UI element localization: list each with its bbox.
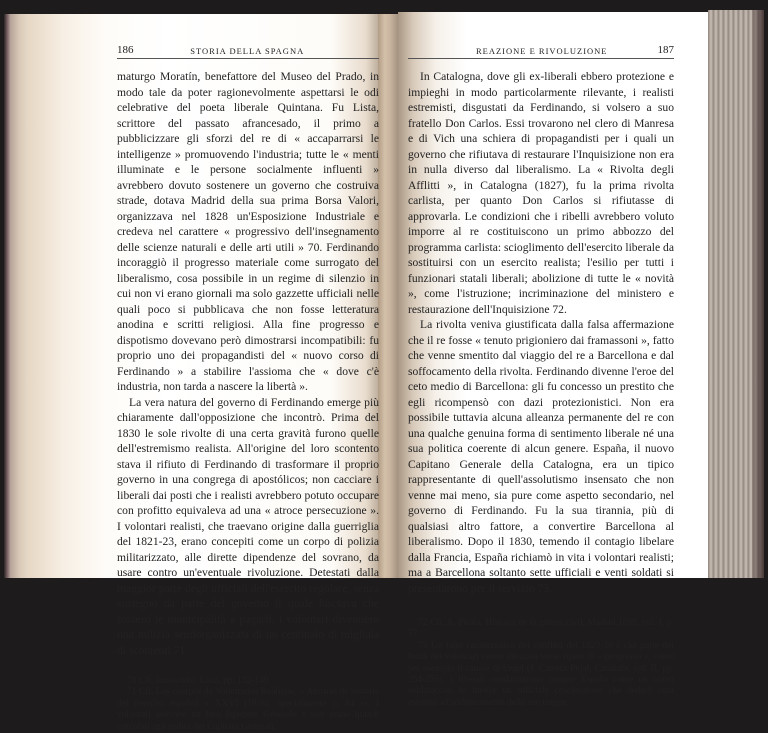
footnote-70: 70 Cfr. Juretschke, Lista, pp. 132-149. xyxy=(127,676,271,686)
book-gutter xyxy=(378,14,400,580)
left-page-content xyxy=(117,44,379,733)
paragraph: maturgo Moratín, benefattore del Museo del Prado, in modo tale da poter ragionevolmente aspettarsi le odi celebrative del poeta liberale Quintana. Fu Lista, scrittore del passato afrancesado, il primo a pubblicizzare gli sforzi del re di « accaparrarsi le intelligenze » promuovendo l'industria; tutte le « menti illuminate e le persone socialmente influenti » avrebbero dovuto sostenere un governo che costruiva strade, dotava Madrid della sua prima Borsa Valori, organizzava nel 1828 un'Esposizione Industriale e credeva nel carattere « progressivo dell'insegnamento delle scienze naturali e delle arti utili » 70. Ferdinando incoraggiò il progresso materiale come surrogato del liberalismo, cosa possibile in un regime di silenzio in cui non vi erano giornali ma solo gazzette ufficiali nelle quali poco si pubblicava che non fosse letteratura anodina e scritti religiosi. Alla fine progresso e dispotismo dovevano però dimostrarsi incompatibili: fu proprio uno dei propagandisti del « nuovo corso di Ferdinando » a stabilire l'assioma che « dove c'è industria, non tarda a nascere la libertà ». xyxy=(117,70,379,393)
left-body-text xyxy=(117,69,379,658)
left-footnotes xyxy=(117,676,379,733)
paragraph: In Catalogna, dove gli ex-liberali ebbero protezione e impieghi in modo particolarmente rilevante, i realisti estremisti, disgustati da Ferdinando, si volsero a suo fratello Don Carlos. Essi trovarono nel clero di Manresa e di Vich una schiera di propagandisti per i quali un governo che rifiutava di restaurare l'Inquisizione non era in nulla diverso dal liberalismo. La « Rivolta degli Afflitti », in Catalogna (1827), fu la prima rivolta carlista, per quanto Don Carlos si rifiutasse di approvarla. Le condizioni che i ribelli avrebbero voluto imporre al re costituiscono un primo abbozzo del programma carlista: scioglimento dell'esercito liberale da sostituirsi con un esercito realista; l'esilio per tutti i funzionari statali liberali; abolizione di tutte le « novità », come l'istruzione; incriminazione del ministero e restaurazione dell'Inquisizione 72. xyxy=(408,70,674,316)
running-head: STORIA DELLA SPAGNA xyxy=(190,46,305,56)
right-footnotes xyxy=(408,618,674,709)
left-page-header xyxy=(117,44,379,59)
footnote-73: 73 Un fatto caratteristico dei conflitti del 1823-30 è che parte dei fondi dei volontari venne dirottata verso opere di « progresso », come per esempio il canale di Urgel (J. Carrera Pujal, Cataluña, vol. II, pp. 254-255). I liberali condannarono sempre España come un rozzo soldataccio; fu invece un ufficiale coscienzioso che dedicò cura estrema all'addestramente delle sue truppe. xyxy=(408,640,674,708)
paragraph: La vera natura del governo di Ferdinando emerge più chiaramente dall'opposizione che incontrò. Prima del 1830 le sole rivolte di una certa gravità furono quelle dell'estremismo realista. All'origine del loro scontento stava il rifiuto di Ferdinando di trasformare il proprio governo in una congrega di apostólicos; non cacciare i liberali dai posti che i realisti avrebbero potuto occupare con profitto equivaleva ad una « atroce persecuzione ». I volontari realisti, che traevano origine dalla guerriglia del 1821-23, erano concepiti come un corpo di polizia militarizzato, alle dirette dipendenze del sovrano, da usare contro un'eventuale rivoluzione. Detestati dalla maggior parte degli ufficiali dell'esercito regolare, senza sostegno da parte del governo il quale lasciava che fossero le municipalità a pagarli, i volontari divennero una milizia semiorganizzata di un centinaio di migliaia di scontenti 71. xyxy=(117,395,379,657)
footnote-72: 72 Cfr. A. Pirala, Historia de la guerra civil, Madrid 1889, vol. I, p. 57. xyxy=(408,618,674,640)
right-page-content xyxy=(408,44,674,709)
running-head: REAZIONE E RIVOLUZIONE xyxy=(475,46,608,56)
page-number: 186 xyxy=(117,44,134,56)
right-page-edges xyxy=(708,10,764,580)
footnote-71: 71 Cfr. Los cuerpos de Voluntarios Realistas, « Anuario de historia del derecho español » XXVI (1936), specialmente p. 84 ss. I volontari avevano un loro Ispettore Generale e non erano quindi vincolati agli ordini dei Capitani Generali. xyxy=(117,687,379,732)
paragraph: La rivolta veniva giustificata dalla falsa affermazione che il re fosse « tenuto prigioniero dai framassoni », fatto che venne smentito dal viaggio del re a Barcellona e dal soffocamento della rivolta. Ferdinando divenne l'eroe del ceto medio di Barcellona: gli fu concesso un prestito che egli ricompensò con dazi protezionistici. Non era possibile tuttavia alcuna alleanza permanente del re con una qualche genuina forma di sentimento liberale né una sua politica coerente di alcun genere. España, il nuovo Capitano Generale della Catalogna, era un tipico rappresentante di quell'assolutismo insensato che non venne mai meno, sia pure come aspetto secondario, nel governo di Ferdinando. Fu la sua tirannia, più di qualsiasi altro fattore, a convertire Barcellona al liberalismo. Dopo il 1830, temendo il contagio libelare dalla Francia, España richiamò in vita i volontari realisti; ma a Barcellona soltanto sette ufficiali e venti soldati si presentarono per il servizio 73. xyxy=(408,318,674,595)
left-page-edges xyxy=(4,14,30,580)
right-page-header xyxy=(408,44,674,59)
page-number: 187 xyxy=(657,44,674,56)
right-body-text xyxy=(408,69,674,596)
